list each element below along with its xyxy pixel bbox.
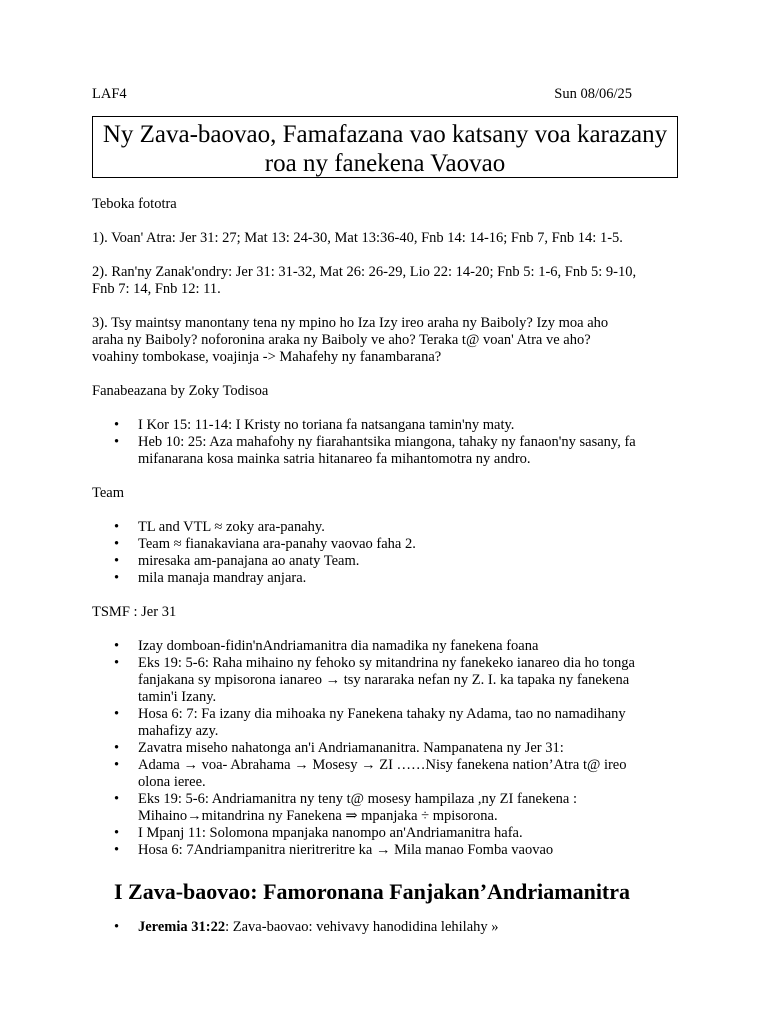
bullet-icon: •	[114, 570, 120, 586]
team-heading: Team	[92, 485, 124, 501]
bullet-icon: •	[114, 706, 120, 722]
list-item: • TL and VTL ≈ zoky ara-panahy.	[114, 519, 325, 535]
bullet-icon: •	[114, 791, 120, 807]
bullet-icon: •	[114, 825, 120, 841]
list-item: • miresaka am-panajana ao anaty Team.	[114, 553, 360, 569]
list-item: • Hosa 6: 7Andriampanitra nieritreritre ka → Mila manao Fomba vaovao	[114, 842, 554, 858]
bullet-icon: •	[114, 842, 120, 858]
list-item: • I Mpanj 11: Solomona mpanjaka nanompo an'Andriamanitra hafa.	[114, 825, 523, 841]
team-list	[92, 519, 682, 587]
teboka-point-3: 3). Tsy maintsy manontany tena ny mpino ho Iza Izy ireo araha ny Baiboly? Izy moa aho araha ny Baiboly? noforonina araka ny Baiboly ve aho? Teraka t@ voan' Atra ve aho? voahiny tombokase, voajinja -> Mahafehy ny fanambarana?	[92, 315, 609, 365]
teboka-point-2: 2). Ran'ny Zanak'ondry: Jer 31: 31-32, Mat 26: 26-29, Lio 22: 14-20; Fnb 5: 1-6, Fnb 5: 9-10, Fnb 7: 14, Fnb 12: 11.	[92, 264, 637, 297]
teboka-heading: Teboka fototra	[92, 196, 177, 212]
list-item: • Eks 19: 5-6: Raha mihaino ny fehoko sy mitandrina ny fanekeko ianareo dia ho tonga fanjakana sy mpisorona ianareo → tsy nararaka nefan ny Z. I. ka tapaka ny fanekena tamin'i Izany.	[114, 655, 635, 705]
bullet-icon: •	[114, 417, 120, 433]
list-item: • Jeremia 31:22: Zava-baovao: vehivavy hanodidina lehilahy »	[114, 919, 499, 935]
title-line-2: roa ny fanekena Vaovao	[264, 150, 506, 177]
list-item: • Eks 19: 5-6: Andriamanitra ny teny t@ mosesy hampilaza ,ny ZI fanekena : Mihaino→mitandrina ny Fanekena ⇒ mpanjaka ÷ mpisorona.	[114, 791, 577, 824]
fanabeazana-heading: Fanabeazana by Zoky Todisoa	[92, 383, 269, 399]
list-item: • Heb 10: 25: Aza mahafohy ny fiarahantsika miangona, tahaky ny fanaon'ny sasany, fa mifanarana kosa mainka satria hitanareo fa mihantomotra ny andro.	[114, 434, 636, 467]
bullet-icon: •	[114, 519, 120, 535]
fanabeazana-list	[92, 417, 682, 468]
title-line-1: Ny Zava-baovao, Famafazana vao katsany voa karazany	[102, 121, 668, 148]
list-item: • Adama → voa- Abrahama → Mosesy → ZI ……Nisy fanekena nation’Atra t@ ireo olona ieree.	[114, 757, 627, 790]
tsmf-list	[92, 638, 682, 859]
list-item: • Hosa 6: 7: Fa izany dia mihoaka ny Fanekena tahaky ny Adama, tao no namadihany mahafizy azy.	[114, 706, 626, 739]
teboka-point-1: 1). Voan' Atra: Jer 31: 27; Mat 13: 24-30, Mat 13:36-40, Fnb 14: 14-16; Fnb 7, Fnb 14: 1-5.	[92, 230, 623, 246]
bullet-icon: •	[114, 919, 120, 935]
list-item: • mila manaja mandray anjara.	[114, 570, 307, 586]
document-title	[92, 116, 678, 178]
bullet-icon: •	[114, 638, 120, 654]
document-body	[92, 196, 682, 936]
header-date: Sun 08/06/25	[554, 86, 632, 102]
bullet-icon: •	[114, 536, 120, 552]
scripture-reference: Jeremia 31:22	[138, 919, 226, 935]
bullet-icon: •	[114, 434, 120, 450]
header-code: LAF4	[92, 86, 127, 102]
page-header	[92, 86, 682, 104]
bullet-icon: •	[114, 553, 120, 569]
section-heading: I Zava-baovao: Famoronana Fanjakan’Andriamanitra	[114, 879, 631, 904]
tsmf-heading: TSMF : Jer 31	[92, 604, 177, 620]
section-list	[92, 919, 682, 936]
list-item: • Zavatra miseho nahatonga an'i Andriamananitra. Nampanatena ny Jer 31:	[114, 740, 564, 756]
bullet-icon: •	[114, 757, 120, 773]
bullet-icon: •	[114, 655, 120, 671]
bullet-icon: •	[114, 740, 120, 756]
list-item: • Izay domboan-fidin'nAndriamanitra dia namadika ny fanekena foana	[114, 638, 539, 654]
list-item: • I Kor 15: 11-14: I Kristy no toriana fa natsangana tamin'ny maty.	[114, 417, 515, 433]
list-item: • Team ≈ fianakaviana ara-panahy vaovao faha 2.	[114, 536, 416, 552]
